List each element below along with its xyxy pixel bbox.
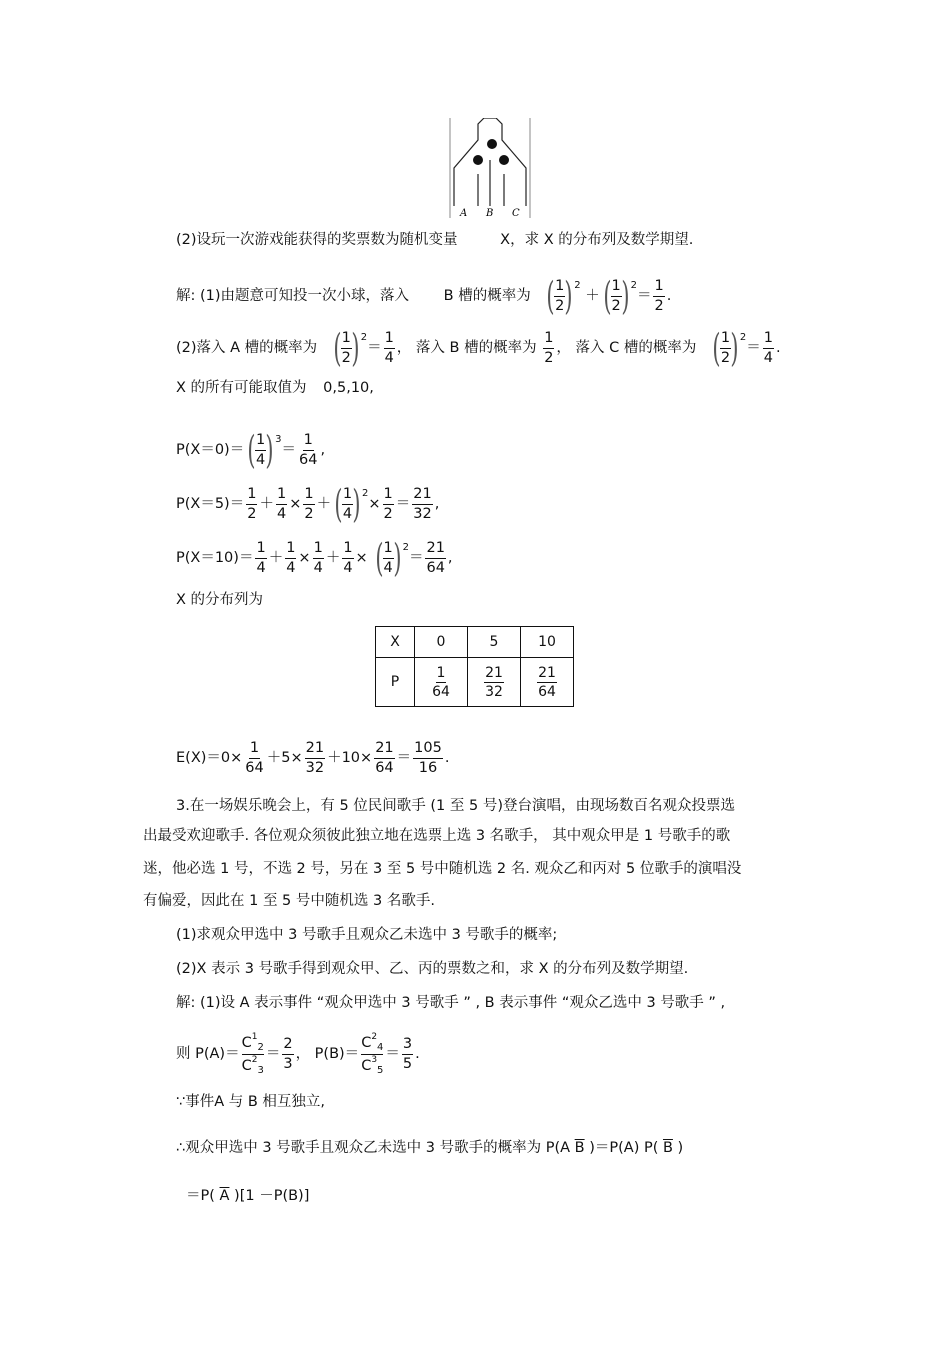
sol3-line-1: 解: (1)设 A 表示事件 “观众甲选中 3 号歌手 ” , B 表示事件 “观众乙选中 3 号歌手 ” ,: [176, 995, 726, 1011]
sol3-pa: 则 P(A)＝: [176, 1046, 240, 1062]
sol3-pb: ， P(B)＝: [295, 1046, 360, 1062]
figure-slot-device: [448, 118, 532, 220]
table-header-cell: 5: [468, 627, 521, 658]
p0-lhs: P(X＝0)＝: [176, 442, 245, 458]
sol3-last: ＝P( $\overline{A}$ )[1 －P(B)]: [186, 1188, 310, 1204]
expectation: E(X)＝0× $\frac{1}{64}$ ＋5× $\frac{21}{32}$ ＋10× $\frac{21}{64}$ ＝ $\frac{105}{16}$ .: [176, 740, 450, 776]
table-row: [376, 627, 574, 658]
p-x-10: P(X＝10)＝ $\frac{1}{4}$ ＋ $\frac{1}{4}$ × $\frac{1}{4}$ ＋ $\frac{1}{4}$ × ( $\frac{1}{4}$ ) $^2$＝ $\frac{21}{64}$ ,: [176, 536, 453, 580]
table-cell: $\frac{21}{32}$: [468, 658, 521, 707]
question-2: [176, 230, 693, 250]
p-x-5: P(X＝5)＝ $\frac{1}{2}$ ＋ $\frac{1}{4}$ × $\frac{1}{2}$ ＋ ( $\frac{1}{4}$ ) $^2$× $\frac{1}{2}$ ＝ $\frac{21}{32}$ ,: [176, 482, 440, 526]
values-list: 0,5,10,: [323, 380, 374, 396]
q3-line-3: 迷，他必选 1 号，不选 2 号，另在 3 至 5 号中随机选 2 名. 观众乙和丙对 5 位歌手的演唱没: [143, 861, 742, 877]
table-header-cell: 0: [415, 627, 468, 658]
paren-expr: ( $\frac{1}{2}$ ): [546, 274, 573, 318]
values-line: [176, 378, 374, 398]
solution-1-slot: B 槽的概率为: [443, 288, 531, 304]
sol3-line-2: 则 P(A)＝ $\frac{C^1_2}{C^2_3}$ ＝ $\frac{2}{3}$ ， P(B)＝ $\frac{C^2_4}{C^3_5}$ ＝ $\frac{3}{5}$ .: [176, 1031, 420, 1076]
table-header-cell: 10: [521, 627, 574, 658]
solution-1-prefix: 解: (1)由题意可知投一次小球，落入: [176, 288, 410, 304]
p-x-0: P(X＝0)＝ ( $\frac{1}{4}$ ) $^3$＝ $\frac{1}{64}$ ,: [176, 428, 326, 472]
solution-2-b: ， 落入 B 槽的概率为: [396, 340, 537, 356]
question-2-var: X，求 X 的分布列及数学期望.: [500, 232, 694, 248]
p10-lhs: P(X＝10)＝: [176, 550, 254, 566]
table-row: [376, 658, 574, 707]
values-text: X 的所有可能取值为: [176, 380, 307, 396]
label-b: B: [486, 208, 494, 219]
dist-title: X 的分布列为: [176, 592, 264, 608]
p5-lhs: P(X＝5)＝: [176, 496, 245, 512]
expect-lhs: E(X)＝0×: [176, 750, 243, 766]
solution-2-a: (2)落入 A 槽的概率为: [176, 340, 318, 356]
galton-board-diagram: [448, 118, 532, 220]
sol3-indep: ∵事件A 与 B 相互独立,: [176, 1094, 326, 1110]
solution-2-c: ， 落入 C 槽的概率为: [556, 340, 697, 356]
table-row-label: P: [376, 658, 415, 707]
q3-line-4: 有偏爱，因此在 1 至 5 号中随机选 3 名歌手.: [143, 893, 435, 909]
q3-part-2: (2)X 表示 3 号歌手得到观众甲、乙、丙的票数之和，求 X 的分布列及数学期望.: [176, 961, 689, 977]
q3-part-1: (1)求观众甲选中 3 号歌手且观众乙未选中 3 号歌手的概率;: [176, 927, 558, 943]
distribution-table: [375, 626, 574, 707]
q3-line-1: 3.在一场娱乐晚会上，有 5 位民间歌手 (1 至 5 号)登台演唱，由现场数百名观众投票选: [176, 798, 735, 814]
solution-2: (2)落入 A 槽的概率为 ( $\frac{1}{2}$ ) $^2$＝ $\frac{1}{4}$ ， 落入 B 槽的概率为 $\frac{1}{2}$ ， 落入 C 槽的概率为 ( $\frac{1}{2}$ ) $^2$＝ $\frac{1}{4}$ .: [176, 326, 781, 370]
table-cell: $\frac{21}{64}$: [521, 658, 574, 707]
question-2-text: (2)设玩一次游戏能获得的奖票数为随机变量: [176, 232, 458, 248]
table-header-cell: X: [376, 627, 415, 658]
solution-1: 解: (1)由题意可知投一次小球，落入 B 槽的概率为 ( $\frac{1}{2}$ ) $^2$ ＋ ( $\frac{1}{2}$ ) $^2$＝ $\frac{1}{2}$ .: [176, 274, 672, 318]
label-c: C: [512, 208, 520, 219]
table-cell: $\frac{1}{64}$: [415, 658, 468, 707]
q3-line-2: 出最受欢迎歌手. 各位观众须彼此独立地在选票上选 3 名歌手， 其中观众甲是 1 号歌手的歌: [143, 828, 731, 844]
sol3-therefore: ∴观众甲选中 3 号歌手且观众乙未选中 3 号歌手的概率为 P(A $\overline{B}$ )＝P(A) P( $\overline{B}$ ): [176, 1140, 684, 1156]
paren-expr: ( $\frac{1}{2}$ ): [603, 274, 630, 318]
label-a: A: [460, 208, 468, 219]
